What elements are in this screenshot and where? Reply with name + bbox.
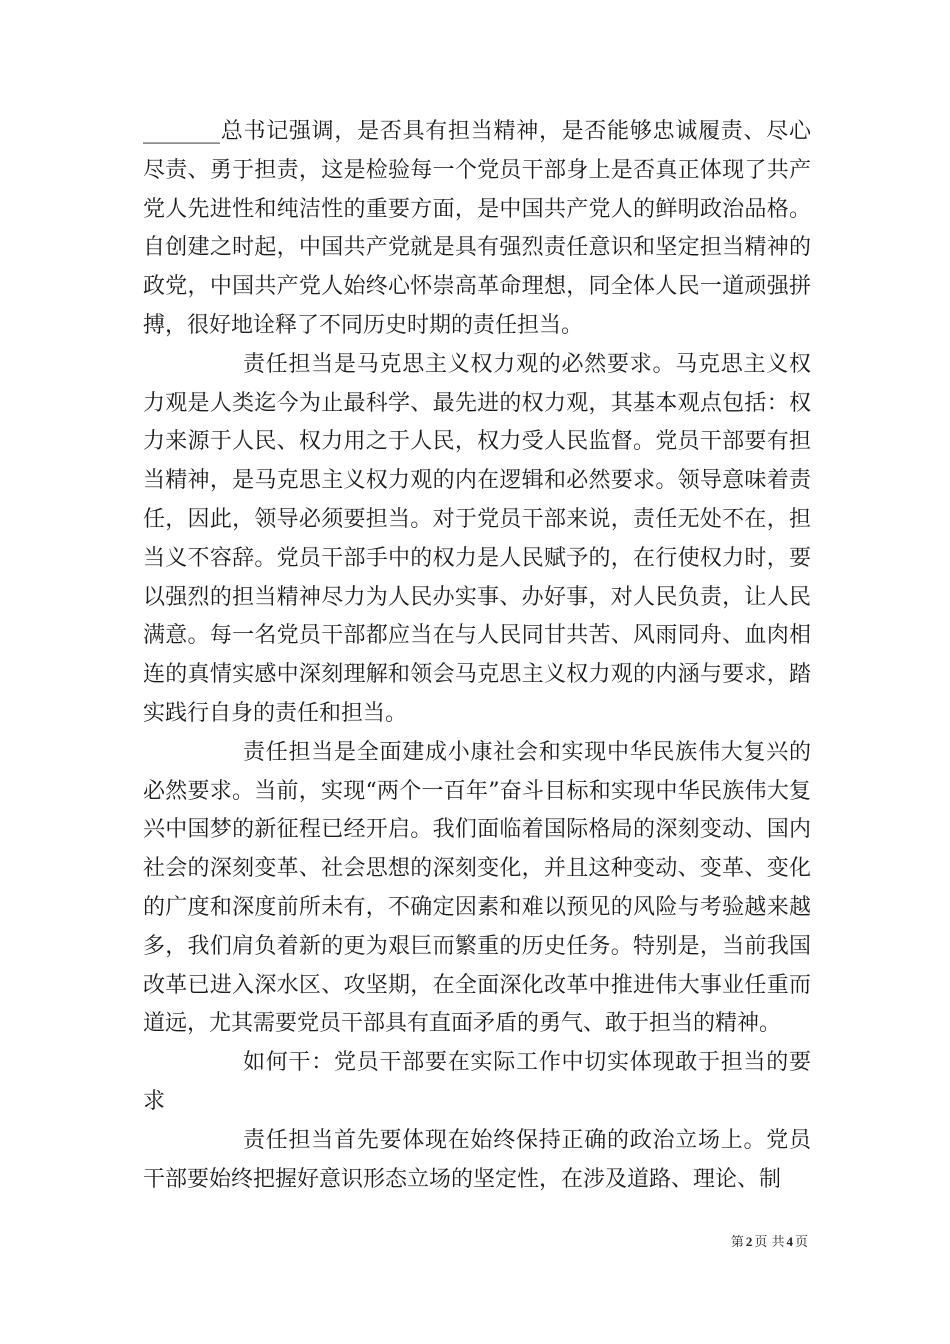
total-page-number: 4	[786, 1234, 793, 1249]
paragraph-political-stance: 责任担当首先要体现在始终保持正确的政治立场上。党员干部要始终把握好意识形态立场的坚定性，在涉及道路、理论、制	[143, 1127, 811, 1192]
footer-middle: 页 共	[754, 1235, 785, 1250]
document-body	[143, 113, 811, 1199]
footer-prefix: 第	[730, 1235, 744, 1250]
paragraph-national-rejuvenation: 责任担当是全面建成小康社会和实现中华民族伟大复兴的必然要求。当前，实现“两个一百年”奋斗目标和实现中华民族伟大复兴中国梦的新征程已经开启。我们面临着国际格局的深刻变动、国内社会的深刻变革、社会思想的深刻变化，并且这种变动、变革、变化的广度和深度前所未有，不确定因素和难以预见的风险与考验越来越多，我们肩负着新的更为艰巨而繁重的历史任务。特别是，当前我国改革已进入深水区、攻坚期，在全面深化改革中推进伟大事业任重而道远，尤其需要党员干部具有直面矛盾的勇气、敢于担当的精神。	[143, 739, 811, 1037]
page-footer	[731, 1233, 808, 1252]
current-page-number: 2	[745, 1234, 753, 1249]
section-heading-how-to: 如何干：党员干部要在实际工作中切实体现敢于担当的要求	[143, 1050, 811, 1114]
footer-suffix: 页	[794, 1235, 808, 1250]
paragraph-intro: _______总书记强调，是否具有担当精神，是否能够忠诚履责、尽心尽责、勇于担责，这是检验每一个党员干部身上是否真正体现了共产党人先进性和纯洁性的重要方面，是中国共产党人的鲜明政治品格。自创建之时起，中国共产党就是具有强烈责任意识和坚定担当精神的政党，中国共产党人始终心怀崇高革命理想，同全体人民一道顽强拼搏，很好地诠释了不同历史时期的责任担当。	[143, 119, 811, 338]
paragraph-power-view: 责任担当是马克思主义权力观的必然要求。马克思主义权力观是人类迄今为止最科学、最先进的权力观，其基本观点包括：权力来源于人民、权力用之于人民，权力受人民监督。党员干部要有担当精神，是马克思主义权力观的内在逻辑和必然要求。领导意味着责任，因此，领导必须要担当。对于党员干部来说，责任无处不在，担当义不容辞。党员干部手中的权力是人民赋予的，在行使权力时，要以强烈的担当精神尽力为人民办实事、办好事，对人民负责，让人民满意。每一名党员干部都应当在与人民同甘共苦、风雨同舟、血肉相连的真情实感中深刻理解和领会马克思主义权力观的内涵与要求，踏实践行自身的责任和担当。	[143, 351, 811, 726]
